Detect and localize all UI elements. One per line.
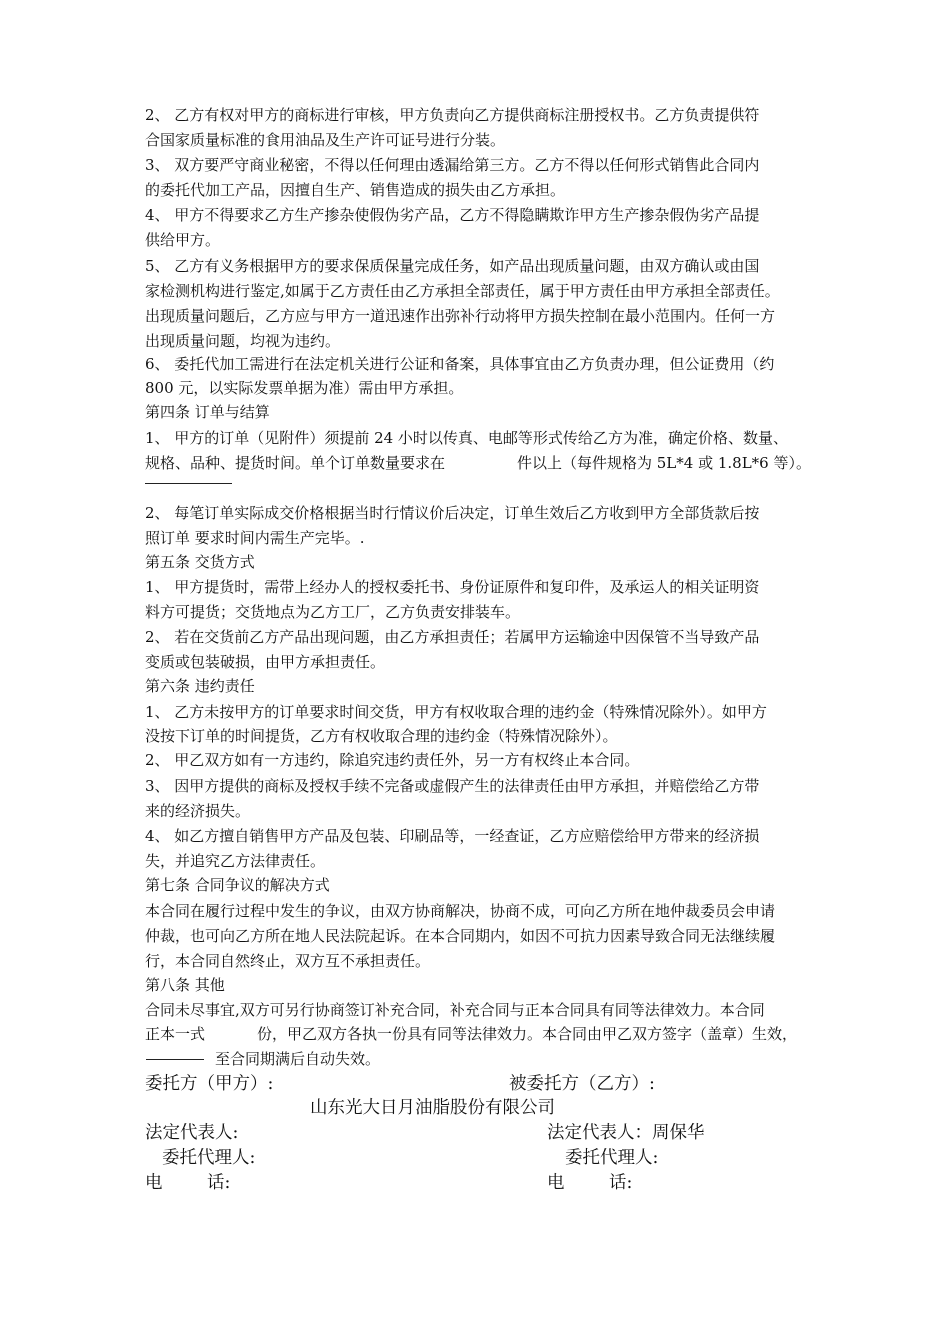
clause-6-3-line-1: 3、 因甲方提供的商标及授权手续不完备或虚假产生的法律责任由甲方承担，并赔偿给乙方带 xyxy=(145,777,760,795)
article-8-line-2-part-1: 正本一式 xyxy=(145,1025,206,1043)
phone-a-label: 电 话: xyxy=(145,1173,231,1193)
phone-b-label: 电 话: xyxy=(547,1173,633,1193)
agent-a-label: 委托代理人: xyxy=(162,1148,256,1168)
legal-rep-b-label: 法定代表人：周保华 xyxy=(547,1123,705,1143)
blank-underline xyxy=(145,483,232,484)
clause-6-3-line-2: 来的经济损失。 xyxy=(145,802,251,820)
clause-3-6-line-1: 6、 委托代加工需进行在法定机关进行公证和备案，具体事宜由乙方负责办理，但公证费用（约 xyxy=(145,355,775,373)
article-5-heading: 第五条 交货方式 xyxy=(145,553,255,571)
party-a-label: 委托方（甲方）: xyxy=(145,1074,274,1094)
article-7-heading: 第七条 合同争议的解决方式 xyxy=(145,876,330,894)
clause-6-1-line-1: 1、 乙方未按甲方的订单要求时间交货，甲方有权收取合理的违约金（特殊情况除外）。如甲方 xyxy=(145,703,767,721)
article-8-line-3: 至合同期满后自动失效。 xyxy=(215,1050,381,1068)
article-8-line-1: 合同未尽事宜,双方可另行协商签订补充合同，补充合同与正本合同具有同等法律效力。本合同 xyxy=(145,1001,765,1019)
article-8-heading: 第八条 其他 xyxy=(145,976,225,994)
clause-3-5-line-4: 出现质量问题，均视为违约。 xyxy=(145,332,341,350)
clause-6-2-line-1: 2、 甲乙双方如有一方违约，除追究违约责任外，另一方有权终止本合同。 xyxy=(145,751,640,769)
clause-4-1-line-2-part-1: 规格、品种、提货时间。单个订单数量要求在 xyxy=(145,454,445,472)
clause-3-5-line-3: 出现质量问题后，乙方应与甲方一道迅速作出弥补行动将甲方损失控制在最小范围内。任何一方 xyxy=(145,307,776,325)
clause-4-1-line-1: 1、 甲方的订单（见附件）须提前 24 小时以传真、电邮等形式传给乙方为准，确定价格、数量、 xyxy=(145,429,788,447)
party-b-label: 被委托方（乙方）: xyxy=(509,1074,655,1094)
clause-3-3-line-1: 3、 双方要严守商业秘密，不得以任何理由透漏给第三方。乙方不得以任何形式销售此合同内 xyxy=(145,156,760,174)
clause-3-2-line-1: 2、 乙方有权对甲方的商标进行审核，甲方负责向乙方提供商标注册授权书。乙方负责提供符 xyxy=(145,106,760,124)
article-7-line-1: 本合同在履行过程中发生的争议，由双方协商解决，协商不成，可向乙方所在地仲裁委员会申请 xyxy=(145,902,776,920)
clause-3-5-line-2: 家检测机构进行鉴定,如属于乙方责任由乙方承担全部责任，属于甲方责任由甲方承担全部责任。 xyxy=(145,282,780,300)
clause-6-1-line-2: 没按下订单的时间提货，乙方有权收取合理的违约金（特殊情况除外）。 xyxy=(145,727,618,745)
article-7-line-3: 行，本合同自然终止，双方互不承担责任。 xyxy=(145,952,431,970)
clause-3-4-line-1: 4、 甲方不得要求乙方生产掺杂使假伪劣产品，乙方不得隐瞒欺诈甲方生产掺杂假伪劣产品提 xyxy=(145,206,760,224)
agent-b-label: 委托代理人: xyxy=(565,1148,659,1168)
article-4-heading: 第四条 订单与结算 xyxy=(145,403,270,421)
clause-5-1-line-1: 1、 甲方提货时，需带上经办人的授权委托书、身份证原件和复印件，及承运人的相关证明资 xyxy=(145,578,760,596)
clause-3-6-line-2: 800 元，以实际发票单据为准）需由甲方承担。 xyxy=(145,379,464,397)
legal-rep-a-label: 法定代表人: xyxy=(145,1123,239,1143)
article-8-line-2-part-2: 份，甲乙双方各执一份具有同等法律效力。本合同由甲乙双方签字（盖章）生效， xyxy=(257,1025,798,1043)
article-7-line-2: 仲裁，也可向乙方所在地人民法院起诉。在本合同期内，如因不可抗力因素导致合同无法继续履 xyxy=(145,927,776,945)
clause-5-2-line-1: 2、 若在交货前乙方产品出现问题，由乙方承担责任；若属甲方运输途中因保管不当导致产品 xyxy=(145,628,760,646)
party-b-company: 山东光大日月油脂股份有限公司 xyxy=(310,1098,555,1118)
clause-4-2-line-2: 照订单 要求时间内需生产完毕。. xyxy=(145,529,365,547)
clause-3-4-line-2: 供给甲方。 xyxy=(145,231,221,249)
clause-3-2-line-2: 合国家质量标准的食用油品及生产许可证号进行分装。 xyxy=(145,131,506,149)
clause-4-2-line-1: 2、 每笔订单实际成交价格根据当时行情议价后决定，订单生效后乙方收到甲方全部货款后按 xyxy=(145,504,760,522)
clause-3-5-line-1: 5、 乙方有义务根据甲方的要求保质保量完成任务，如产品出现质量问题，由双方确认或由国 xyxy=(145,257,760,275)
clause-3-3-line-2: 的委托代加工产品，因擅自生产、销售造成的损失由乙方承担。 xyxy=(145,181,566,199)
clause-6-4-line-2: 失，并追究乙方法律责任。 xyxy=(145,852,326,870)
clause-6-4-line-1: 4、 如乙方擅自销售甲方产品及包装、印刷品等，一经查证，乙方应赔偿给甲方带来的经济损 xyxy=(145,827,760,845)
article-6-heading: 第六条 违约责任 xyxy=(145,677,255,695)
clause-5-1-line-2: 料方可提货；交货地点为乙方工厂，乙方负责安排装车。 xyxy=(145,603,521,621)
blank-underline xyxy=(146,1059,204,1060)
clause-4-1-line-2-part-2: 件以上（每件规格为 5L*4 或 1.8L*6 等）。 xyxy=(517,454,811,472)
clause-5-2-line-2: 变质或包装破损，由甲方承担责任。 xyxy=(145,653,386,671)
